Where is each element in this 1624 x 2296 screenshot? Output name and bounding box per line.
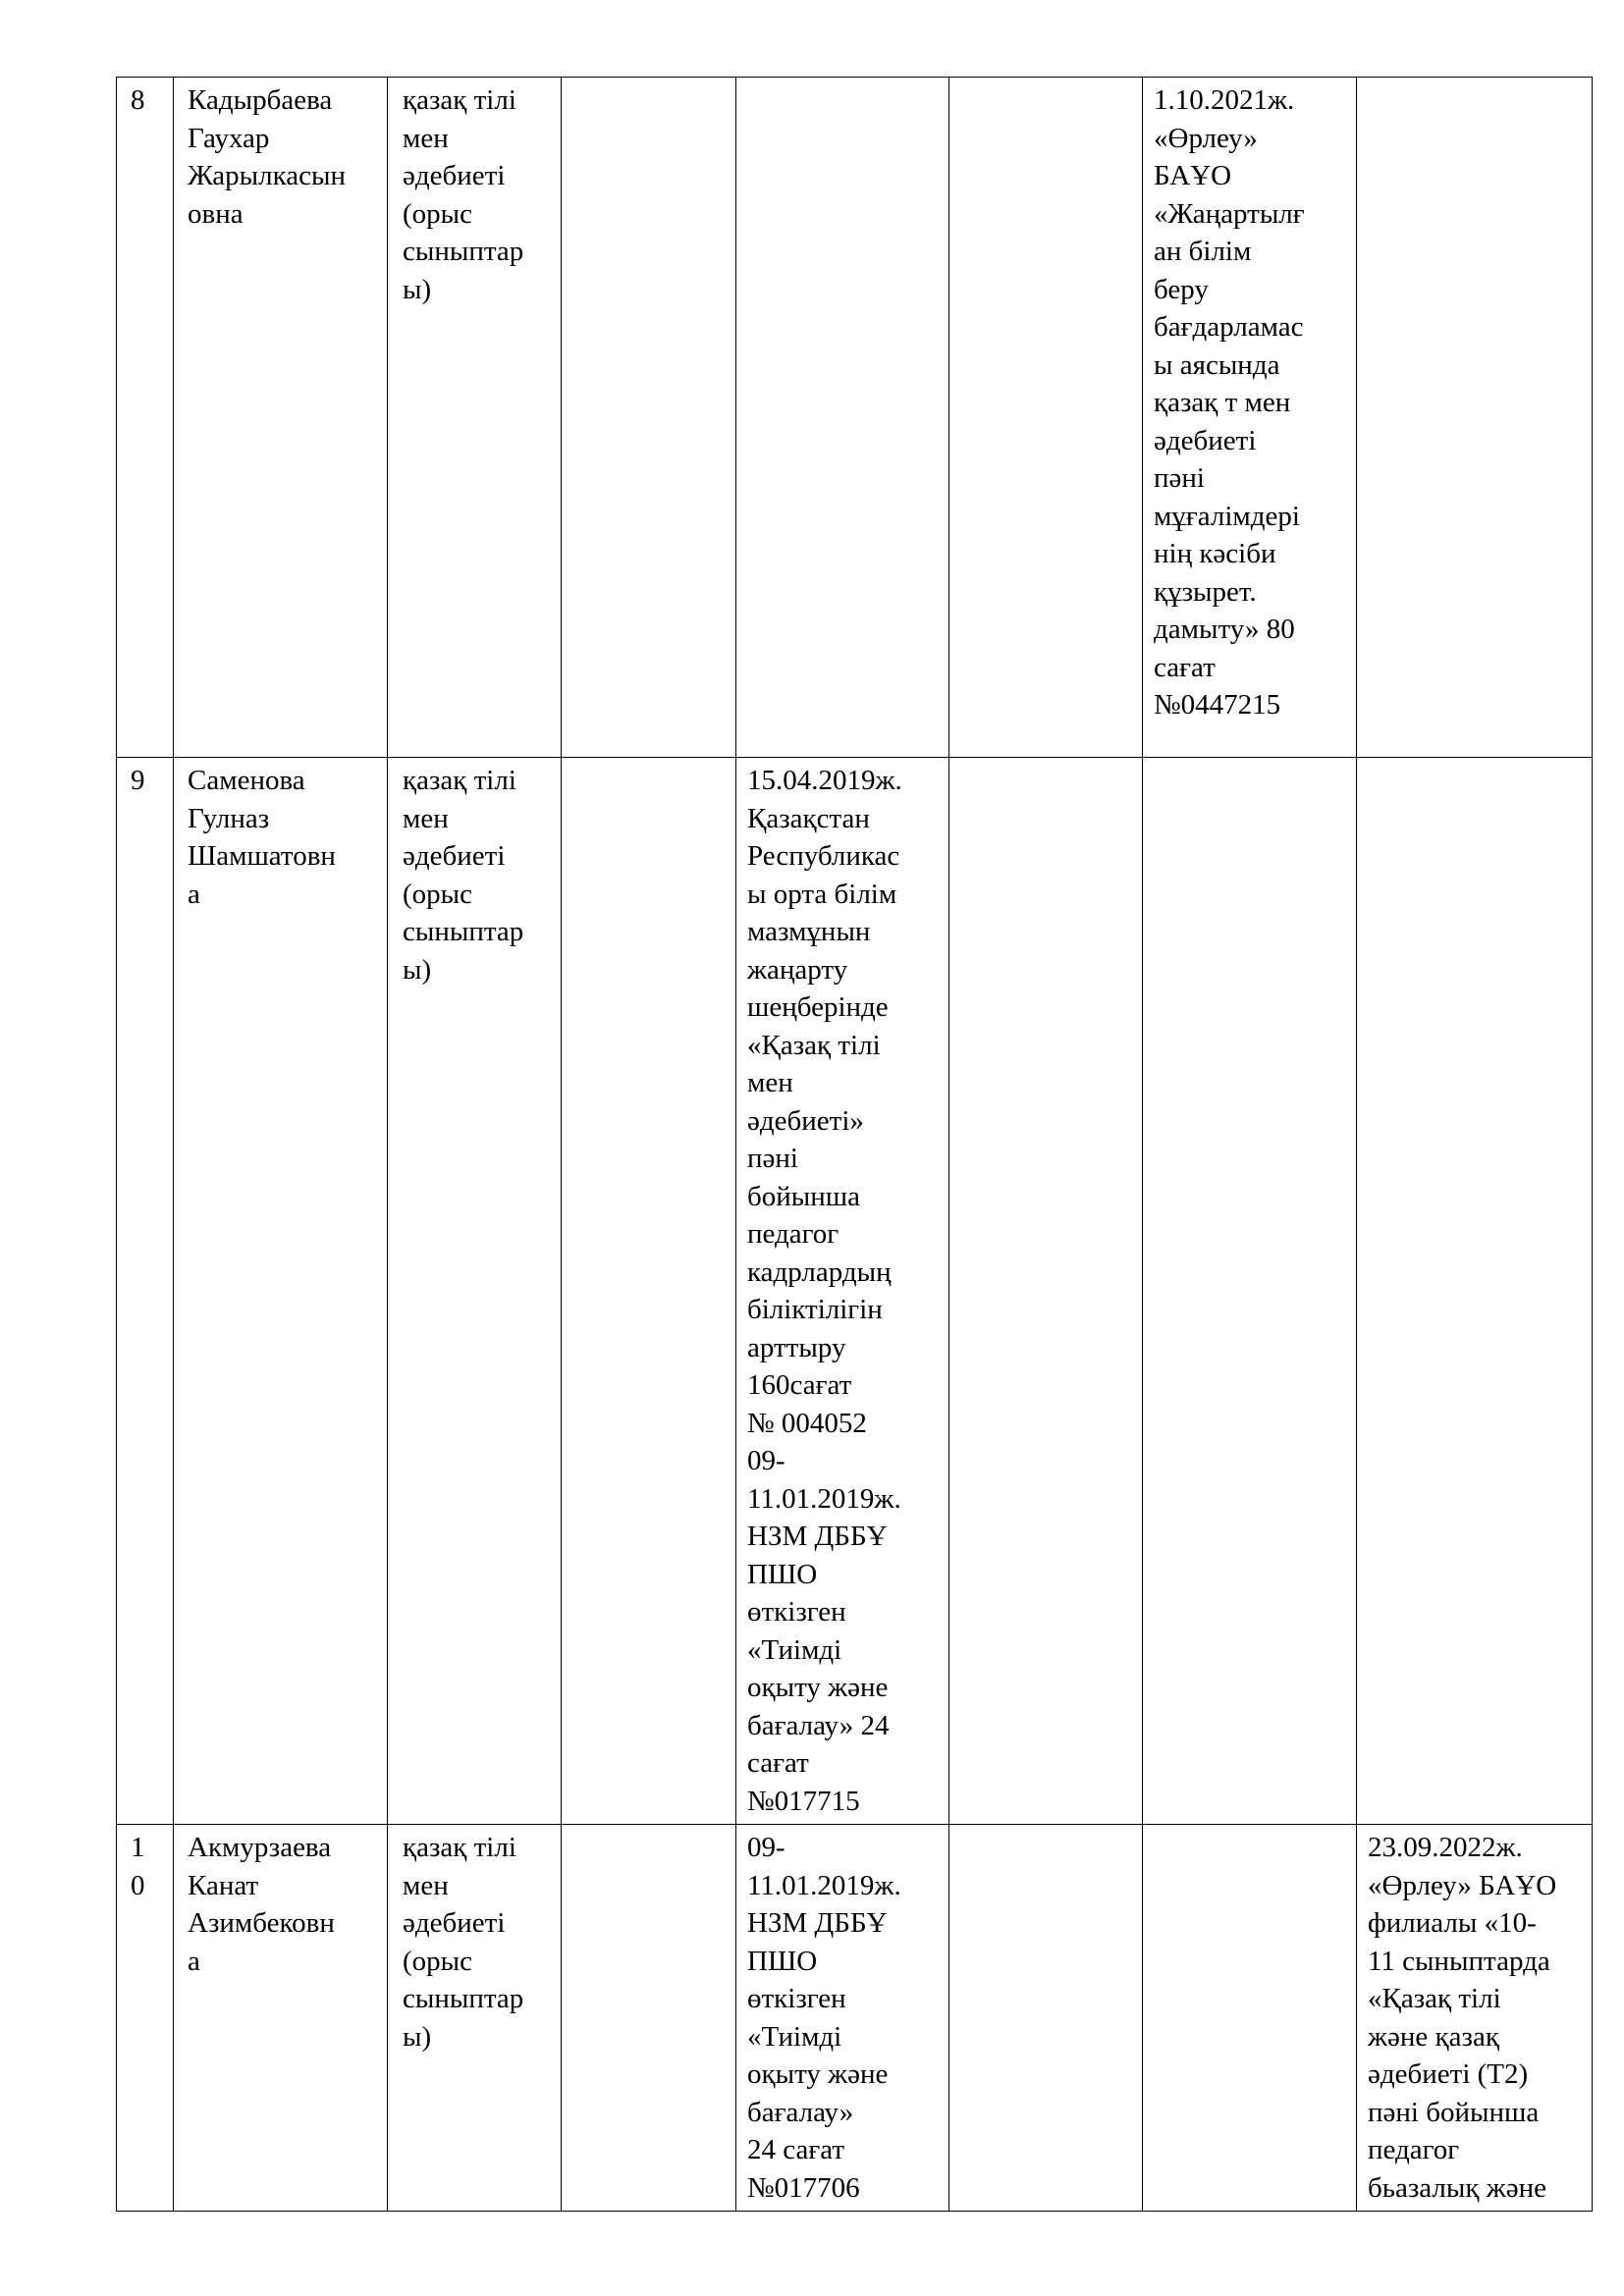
table-cell-col8: [1357, 758, 1593, 1825]
table-row: [117, 1825, 1593, 2212]
table-cell-col7: 1.10.2021ж. «Өрлеу» БАҰО «Жаңартылғ ан білім беру бағдарламас ы аясында қазақ т мен әдебиеті пәні мұғалімдері нің кәсіби құзырет. дамыту» 80 сағат №0447215: [1143, 78, 1357, 758]
table-cell-col7: [1143, 1825, 1357, 2212]
subject-cell: қазақ тілі мен әдебиеті (орыс сыныптар ы): [388, 78, 562, 758]
training-records-table: [116, 77, 1593, 2212]
table-cell-col6: [949, 1825, 1143, 2212]
teacher-name-cell: Акмурзаева Канат Азимбековн а: [174, 1825, 388, 2212]
table-cell-col6: [949, 758, 1143, 1825]
row-number-cell: 1 0: [117, 1825, 174, 2212]
table-cell-col7: [1143, 758, 1357, 1825]
table-row: [117, 758, 1593, 1825]
table-cell-col6: [949, 78, 1143, 758]
teacher-name-cell: Кадырбаева Гаухар Жарылкасын овна: [174, 78, 388, 758]
subject-cell: қазақ тілі мен әдебиеті (орыс сыныптар ы): [388, 1825, 562, 2212]
subject-cell: қазақ тілі мен әдебиеті (орыс сыныптар ы): [388, 758, 562, 1825]
table-cell-col4: [562, 758, 736, 1825]
table-cell-col5: [736, 78, 949, 758]
teacher-name-cell: Саменова Гулназ Шамшатовн а: [174, 758, 388, 1825]
table-row: [117, 78, 1593, 758]
table-cell-col8: 23.09.2022ж. «Өрлеу» БАҰО филиалы «10- 11 сыныптарда «Қазақ тілі және қазақ әдебиеті (Т2) пәні бойынша педагог бьазалық және: [1357, 1825, 1593, 2212]
row-number-cell: 9: [117, 758, 174, 1825]
table-cell-col8: [1357, 78, 1593, 758]
table-cell-col5: 09- 11.01.2019ж. НЗМ ДББҰ ПШО өткізген «Тиімді оқыту және бағалау» 24 сағат №017706: [736, 1825, 949, 2212]
table-cell-col5: 15.04.2019ж. Қазақстан Республикас ы орта білім мазмұнын жаңарту шеңберінде «Қазақ тілі мен әдебиеті» пәні бойынша педагог кадрлардың біліктілігін арттыру 160сағат № 004052 09- 11.01.2019ж. НЗМ ДББҰ ПШО өткізген «Тиімді оқыту және бағалау» 24 сағат №017715: [736, 758, 949, 1825]
row-number-cell: 8: [117, 78, 174, 758]
table-cell-col4: [562, 1825, 736, 2212]
table-cell-col4: [562, 78, 736, 758]
